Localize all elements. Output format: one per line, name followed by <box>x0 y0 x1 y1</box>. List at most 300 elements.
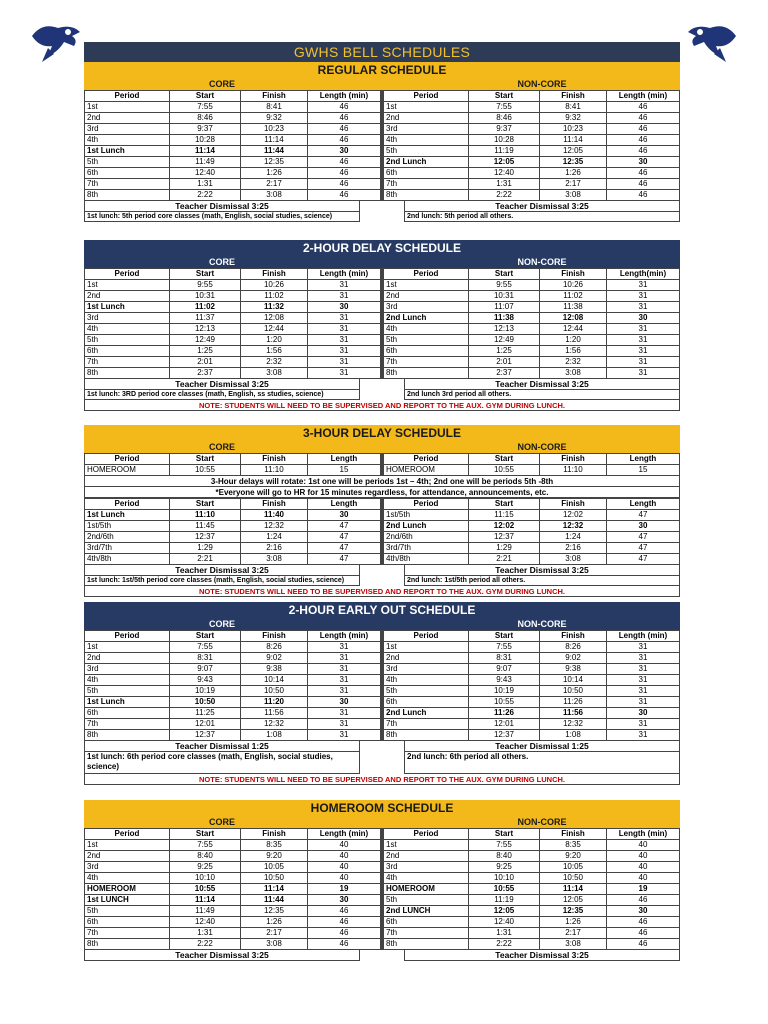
cell: 40 <box>607 840 680 851</box>
cell: 46 <box>607 928 680 939</box>
noncore-label: NON-CORE <box>404 79 680 90</box>
homeroom-note: *Everyone will go to HR for 15 minutes regardless, for attendance, announcements, etc. <box>84 487 680 498</box>
cell: 7:55 <box>469 642 540 653</box>
cell: 2nd Lunch <box>384 157 469 168</box>
lunch-note: NOTE: STUDENTS WILL NEED TO BE SUPERVISED AND REPORT TO THE AUX. GYM DURING LUNCH. <box>84 586 680 597</box>
table-row <box>85 543 381 554</box>
cell: 46 <box>607 168 680 179</box>
section-title: REGULAR SCHEDULE <box>84 62 680 79</box>
homeroom-schedule <box>84 800 680 961</box>
cell: 5th <box>85 335 170 346</box>
column-header: Period <box>384 91 469 102</box>
cell: 3:08 <box>540 554 607 565</box>
table-row <box>384 862 680 873</box>
cell: 19 <box>308 884 381 895</box>
column-header: Finish <box>241 91 308 102</box>
cell: 8:40 <box>170 851 241 862</box>
table-row <box>85 554 381 565</box>
cell: 11:02 <box>241 291 308 302</box>
cell: 6th <box>384 697 469 708</box>
cell: 1:20 <box>540 335 607 346</box>
cell: 10:26 <box>241 280 308 291</box>
cell: 11:44 <box>241 146 308 157</box>
cell: 30 <box>308 510 381 521</box>
cell: 46 <box>308 135 381 146</box>
cell: 7th <box>85 719 170 730</box>
teacher-dismissal: Teacher Dismissal 1:25 <box>84 741 360 752</box>
column-header: Length(min) <box>607 269 680 280</box>
table-row <box>384 928 680 939</box>
column-header: Start <box>170 269 241 280</box>
cell: 1:29 <box>469 543 540 554</box>
spacer <box>360 565 404 576</box>
cell: 1st/5th <box>384 510 469 521</box>
cell: 3:08 <box>540 190 607 201</box>
cell: 46 <box>308 928 381 939</box>
cell: 31 <box>607 335 680 346</box>
table-row <box>85 719 381 730</box>
cell: 1st <box>85 840 170 851</box>
table-row <box>85 179 381 190</box>
table-row <box>85 168 381 179</box>
cell: 46 <box>607 102 680 113</box>
table-row <box>384 346 680 357</box>
column-header: Start <box>469 454 540 465</box>
cell: 2nd <box>85 653 170 664</box>
cell: 3rd <box>384 302 469 313</box>
cell: 47 <box>308 521 381 532</box>
cell: 7th <box>384 719 469 730</box>
cell: 12:32 <box>540 719 607 730</box>
cell: 2:37 <box>469 368 540 379</box>
cell: 40 <box>308 840 381 851</box>
core-table <box>84 90 381 201</box>
cell: 10:19 <box>170 686 241 697</box>
table-row <box>85 697 381 708</box>
table-row <box>384 730 680 741</box>
cell: 31 <box>308 675 381 686</box>
column-header: Finish <box>241 499 308 510</box>
cell: 31 <box>607 719 680 730</box>
cell: 2:17 <box>540 928 607 939</box>
table-row <box>384 168 680 179</box>
cell: 31 <box>308 719 381 730</box>
table-row <box>384 642 680 653</box>
cell: 2nd <box>85 113 170 124</box>
table-row <box>85 730 381 741</box>
cell: 10:31 <box>170 291 241 302</box>
cell: 6th <box>85 708 170 719</box>
cell: 2nd <box>384 851 469 862</box>
cell: 1st <box>85 280 170 291</box>
cell: 7:55 <box>170 102 241 113</box>
cell: 11:15 <box>469 510 540 521</box>
cell: 46 <box>308 124 381 135</box>
cell: 1:56 <box>241 346 308 357</box>
noncore-label: NON-CORE <box>404 257 680 268</box>
cell: 31 <box>308 313 381 324</box>
column-header: Start <box>170 829 241 840</box>
cell: 4th <box>384 135 469 146</box>
cell: 30 <box>308 302 381 313</box>
table-row <box>384 697 680 708</box>
cell: 30 <box>308 697 381 708</box>
column-header: Finish <box>540 631 607 642</box>
cell: 31 <box>607 324 680 335</box>
table-row <box>85 928 381 939</box>
table-row <box>384 324 680 335</box>
cell: 12:35 <box>241 906 308 917</box>
cell: 8:31 <box>170 653 241 664</box>
cell: 1st Lunch <box>85 146 170 157</box>
cell: 12:02 <box>540 510 607 521</box>
cell: 8th <box>384 368 469 379</box>
column-header: Start <box>170 454 241 465</box>
cell: 12:37 <box>170 730 241 741</box>
column-header: Length <box>607 454 680 465</box>
table-row <box>384 291 680 302</box>
cell: 10:50 <box>170 697 241 708</box>
column-header: Start <box>170 499 241 510</box>
cell: 2:22 <box>469 190 540 201</box>
table-row <box>384 521 680 532</box>
cell: 7th <box>384 357 469 368</box>
table-row <box>384 895 680 906</box>
column-header: Period <box>384 269 469 280</box>
cell: 40 <box>607 862 680 873</box>
cell: 30 <box>607 157 680 168</box>
cell: 9:20 <box>540 851 607 862</box>
cell: 5th <box>384 335 469 346</box>
cell: 11:38 <box>540 302 607 313</box>
spacer <box>360 817 404 828</box>
table-row <box>85 313 381 324</box>
table-row <box>85 884 381 895</box>
cell: 11:49 <box>170 157 241 168</box>
cell: 1:08 <box>540 730 607 741</box>
cell: 31 <box>607 280 680 291</box>
cell: 11:14 <box>170 895 241 906</box>
cell: 30 <box>607 521 680 532</box>
cell: 3:08 <box>241 190 308 201</box>
cell: 2:01 <box>170 357 241 368</box>
cell: 9:37 <box>469 124 540 135</box>
cell: 11:02 <box>540 291 607 302</box>
core-label: CORE <box>84 79 360 90</box>
cell: 31 <box>607 653 680 664</box>
cell: 11:44 <box>241 895 308 906</box>
cell: 5th <box>85 906 170 917</box>
table-row <box>85 157 381 168</box>
cell: 7:55 <box>469 840 540 851</box>
noncore-table <box>383 828 680 950</box>
table-row <box>384 179 680 190</box>
table-row <box>85 917 381 928</box>
cell: 6th <box>85 346 170 357</box>
column-header: Finish <box>241 631 308 642</box>
column-header: Finish <box>540 91 607 102</box>
cell: 11:32 <box>241 302 308 313</box>
cell: 9:25 <box>170 862 241 873</box>
cell: 2nd <box>384 291 469 302</box>
cell: 2nd <box>85 851 170 862</box>
cell: 10:19 <box>469 686 540 697</box>
column-header: Finish <box>540 829 607 840</box>
table-row <box>85 873 381 884</box>
cell: 46 <box>308 168 381 179</box>
cell: 1st <box>85 102 170 113</box>
cell: 46 <box>308 190 381 201</box>
column-header: Length (min) <box>308 91 381 102</box>
table-row <box>85 862 381 873</box>
core-table <box>84 630 381 741</box>
cell: 8:40 <box>469 851 540 862</box>
cell: 3:08 <box>540 368 607 379</box>
noncore-label: NON-CORE <box>404 817 680 828</box>
table-row <box>85 465 381 476</box>
table-row <box>85 686 381 697</box>
cell: HOMEROOM <box>85 465 170 476</box>
cell: 46 <box>308 179 381 190</box>
teacher-dismissal: Teacher Dismissal 3:25 <box>404 950 680 961</box>
table-row <box>384 906 680 917</box>
cell: 47 <box>308 532 381 543</box>
table-row <box>384 510 680 521</box>
cell: 9:38 <box>540 664 607 675</box>
cell: 5th <box>85 686 170 697</box>
teacher-dismissal: Teacher Dismissal 1:25 <box>404 741 680 752</box>
cell: 1:56 <box>540 346 607 357</box>
cell: 11:07 <box>469 302 540 313</box>
noncore-table <box>383 498 680 565</box>
cell: 31 <box>607 302 680 313</box>
cell: 46 <box>607 135 680 146</box>
cell: 2nd/6th <box>384 532 469 543</box>
spacer <box>360 212 404 222</box>
noncore-table <box>383 630 680 741</box>
cell: 9:55 <box>170 280 241 291</box>
column-header: Period <box>384 829 469 840</box>
cell: 11:14 <box>170 146 241 157</box>
cell: 11:14 <box>241 135 308 146</box>
cell: 46 <box>607 190 680 201</box>
spacer <box>360 390 404 400</box>
column-header: Finish <box>540 269 607 280</box>
lunch-footnote: 2nd lunch: 6th period all others. <box>404 752 680 774</box>
spacer <box>360 950 404 961</box>
table-row <box>384 917 680 928</box>
cell: 2nd Lunch <box>384 521 469 532</box>
cell: 1:26 <box>540 168 607 179</box>
cell: 11:19 <box>469 146 540 157</box>
column-header: Period <box>85 499 170 510</box>
cell: 11:45 <box>170 521 241 532</box>
cell: 46 <box>607 113 680 124</box>
cell: 47 <box>308 554 381 565</box>
column-header: Period <box>85 454 170 465</box>
column-header: Start <box>469 499 540 510</box>
cell: 12:05 <box>469 157 540 168</box>
cell: 15 <box>607 465 680 476</box>
cell: 8:46 <box>469 113 540 124</box>
cell: 11:10 <box>170 510 241 521</box>
cell: 11:56 <box>540 708 607 719</box>
cell: 1:25 <box>469 346 540 357</box>
cell: 10:05 <box>540 862 607 873</box>
table-row <box>85 302 381 313</box>
table-row <box>85 664 381 675</box>
column-header: Length <box>308 499 381 510</box>
cell: 4th <box>384 873 469 884</box>
cell: 12:44 <box>540 324 607 335</box>
cell: 12:37 <box>469 532 540 543</box>
cell: 1:20 <box>241 335 308 346</box>
column-header: Finish <box>540 499 607 510</box>
table-row <box>85 357 381 368</box>
column-header: Start <box>170 631 241 642</box>
cell: 15 <box>308 465 381 476</box>
three-hour-delay-schedule <box>84 425 680 597</box>
lunch-footnote: 1st lunch: 3RD period core classes (math, English, ss studies, science) <box>84 390 360 400</box>
column-header: Period <box>85 631 170 642</box>
cell: 40 <box>607 873 680 884</box>
cell: 10:55 <box>170 884 241 895</box>
core-label: CORE <box>84 817 360 828</box>
cell: 12:37 <box>469 730 540 741</box>
cell: 10:55 <box>469 465 540 476</box>
cell: 12:44 <box>241 324 308 335</box>
table-row <box>85 851 381 862</box>
cell: 31 <box>607 368 680 379</box>
spacer <box>360 576 404 586</box>
cell: 31 <box>308 642 381 653</box>
cell: 6th <box>384 917 469 928</box>
cell: 10:23 <box>241 124 308 135</box>
cell: 8th <box>85 190 170 201</box>
column-header: Start <box>469 631 540 642</box>
core-table <box>84 498 381 565</box>
cell: 1st LUNCH <box>85 895 170 906</box>
cell: 2:32 <box>241 357 308 368</box>
cell: 2:01 <box>469 357 540 368</box>
cell: 2nd LUNCH <box>384 906 469 917</box>
table-row <box>85 146 381 157</box>
cell: 11:26 <box>540 697 607 708</box>
cell: 8th <box>85 368 170 379</box>
cell: 3:08 <box>241 939 308 950</box>
cell: 9:02 <box>540 653 607 664</box>
cell: 7th <box>384 928 469 939</box>
section-title: HOMEROOM SCHEDULE <box>84 800 680 817</box>
cell: 31 <box>607 346 680 357</box>
cell: 4th <box>85 324 170 335</box>
cell: 2nd <box>384 653 469 664</box>
table-row <box>85 642 381 653</box>
cell: 8:31 <box>469 653 540 664</box>
cell: 30 <box>308 895 381 906</box>
core-label: CORE <box>84 442 360 453</box>
table-row <box>384 719 680 730</box>
column-header: Length (min) <box>607 829 680 840</box>
cell: 47 <box>308 543 381 554</box>
cell: 11:14 <box>540 884 607 895</box>
column-header: Finish <box>241 829 308 840</box>
hornet-logo-left-icon <box>28 18 88 68</box>
cell: 46 <box>308 157 381 168</box>
two-hour-delay-schedule <box>84 240 680 411</box>
core-table <box>84 828 381 950</box>
cell: 9:02 <box>241 653 308 664</box>
cell: 40 <box>308 862 381 873</box>
cell: 2:37 <box>170 368 241 379</box>
cell: 11:49 <box>170 906 241 917</box>
table-row <box>384 157 680 168</box>
cell: 1:31 <box>469 928 540 939</box>
column-header: Start <box>469 269 540 280</box>
cell: 8:35 <box>540 840 607 851</box>
column-header: Start <box>469 91 540 102</box>
cell: 31 <box>308 291 381 302</box>
section-title: 2-HOUR DELAY SCHEDULE <box>84 240 680 257</box>
cell: 3rd <box>384 862 469 873</box>
cell: 12:35 <box>540 906 607 917</box>
cell: 4th/8th <box>85 554 170 565</box>
column-header: Period <box>384 631 469 642</box>
cell: 11:38 <box>469 313 540 324</box>
table-row <box>85 124 381 135</box>
table-row <box>85 113 381 124</box>
cell: 1:25 <box>170 346 241 357</box>
cell: 12:01 <box>469 719 540 730</box>
cell: 4th <box>85 873 170 884</box>
cell: 3:08 <box>540 939 607 950</box>
teacher-dismissal: Teacher Dismissal 3:25 <box>84 201 360 212</box>
cell: 1st <box>384 840 469 851</box>
hornet-logo-right-icon <box>680 18 740 68</box>
cell: 31 <box>308 335 381 346</box>
cell: 31 <box>607 697 680 708</box>
table-row <box>384 840 680 851</box>
table-row <box>384 113 680 124</box>
cell: 10:55 <box>469 697 540 708</box>
cell: 6th <box>85 917 170 928</box>
cell: 2:16 <box>540 543 607 554</box>
cell: 46 <box>607 895 680 906</box>
cell: 10:05 <box>241 862 308 873</box>
cell: 5th <box>384 895 469 906</box>
cell: 47 <box>607 554 680 565</box>
cell: 31 <box>607 642 680 653</box>
cell: 12:49 <box>469 335 540 346</box>
cell: 47 <box>607 510 680 521</box>
cell: 10:26 <box>540 280 607 291</box>
table-row <box>384 357 680 368</box>
cell: 12:40 <box>469 168 540 179</box>
column-header: Length (min) <box>607 631 680 642</box>
cell: 2:17 <box>241 928 308 939</box>
table-row <box>384 368 680 379</box>
cell: 4th <box>85 135 170 146</box>
cell: 2nd <box>384 113 469 124</box>
cell: 3rd/7th <box>85 543 170 554</box>
core-label: CORE <box>84 257 360 268</box>
column-header: Finish <box>241 269 308 280</box>
cell: 46 <box>308 102 381 113</box>
cell: 30 <box>607 906 680 917</box>
table-row <box>85 939 381 950</box>
table-row <box>85 291 381 302</box>
cell: 8:41 <box>241 102 308 113</box>
